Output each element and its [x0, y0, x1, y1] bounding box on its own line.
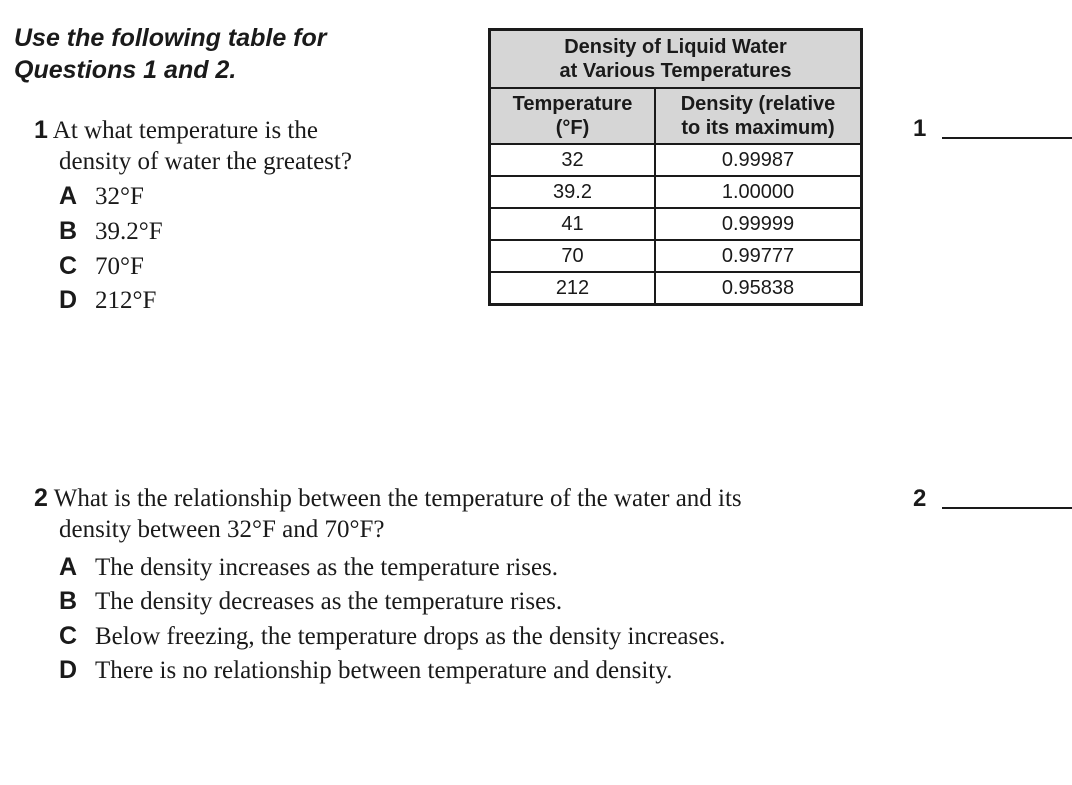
question-1-option-a[interactable] [59, 182, 144, 211]
column-header-density-line-2: to its maximum) [681, 117, 835, 139]
option-letter: C [59, 252, 78, 280]
question-1-option-b[interactable] [59, 217, 163, 246]
option-letter: A [59, 553, 78, 581]
temperature-cell: 39.2 [490, 176, 656, 208]
option-text: 39.2°F [95, 218, 163, 245]
table-row [490, 176, 862, 208]
density-cell: 0.95838 [655, 272, 862, 305]
column-header-density-line-1: Density (relative [680, 93, 836, 115]
density-cell: 0.99999 [655, 208, 862, 240]
question-1-stem-cont [59, 146, 352, 178]
option-text: The density decreases as the temperature rises. [95, 588, 563, 615]
instructions-line-1: Use the following table for [14, 24, 327, 52]
column-header-temperature [490, 88, 656, 144]
option-letter: D [59, 286, 78, 314]
column-header-density [655, 88, 862, 144]
answer-2-label: 2 [913, 485, 927, 512]
question-2-stem [34, 482, 742, 515]
question-2-option-b[interactable] [59, 587, 562, 616]
table-row [490, 272, 862, 305]
question-1-option-d[interactable] [59, 286, 156, 315]
question-2-option-c[interactable] [59, 622, 725, 651]
temperature-cell: 70 [490, 240, 656, 272]
option-letter: A [59, 182, 78, 210]
answer-1-label: 1 [913, 115, 927, 142]
answer-1-blank[interactable] [942, 137, 1072, 139]
option-letter: B [59, 217, 78, 245]
table-title-line-2: at Various Temperatures [559, 60, 792, 82]
question-2-option-a[interactable] [59, 553, 558, 582]
answer-2-blank[interactable] [942, 507, 1072, 509]
option-text: 32°F [95, 183, 144, 210]
question-2-stem-cont [59, 514, 385, 546]
density-cell: 0.99987 [655, 144, 862, 176]
density-table [488, 28, 863, 306]
instructions-line-2: Questions 1 and 2. [14, 56, 237, 84]
temperature-cell: 41 [490, 208, 656, 240]
question-2-option-d[interactable] [59, 656, 672, 685]
density-cell: 0.99777 [655, 240, 862, 272]
option-text: The density increases as the temperature rises. [95, 554, 559, 581]
density-cell: 1.00000 [655, 176, 862, 208]
table-row [490, 208, 862, 240]
option-text: 212°F [95, 287, 157, 314]
table-instructions [14, 22, 327, 86]
question-1-option-c[interactable] [59, 252, 144, 281]
question-2-text-line-1: What is the relationship between the temperature of the water and its [53, 485, 742, 512]
option-text: 70°F [95, 253, 144, 280]
column-header-temperature-line-1: Temperature [512, 93, 633, 115]
option-letter: C [59, 622, 78, 650]
option-text: Below freezing, the temperature drops as the density increases. [95, 623, 726, 650]
option-text: There is no relationship between temperature and density. [95, 657, 673, 684]
temperature-cell: 32 [490, 144, 656, 176]
question-1-text-line-1: At what temperature is the [52, 117, 318, 144]
question-1-text-line-2: density of water the greatest? [59, 148, 352, 175]
question-2-number: 2 [34, 484, 48, 512]
question-1-stem [34, 114, 318, 147]
table-title [490, 30, 862, 89]
table-row [490, 240, 862, 272]
question-1-number: 1 [34, 116, 48, 144]
option-letter: B [59, 587, 78, 615]
column-header-temperature-line-2: (°F) [555, 117, 590, 139]
question-2-text-line-2: density between 32°F and 70°F? [59, 516, 385, 543]
temperature-cell: 212 [490, 272, 656, 305]
table-row [490, 144, 862, 176]
option-letter: D [59, 656, 78, 684]
table-title-line-1: Density of Liquid Water [564, 36, 787, 58]
